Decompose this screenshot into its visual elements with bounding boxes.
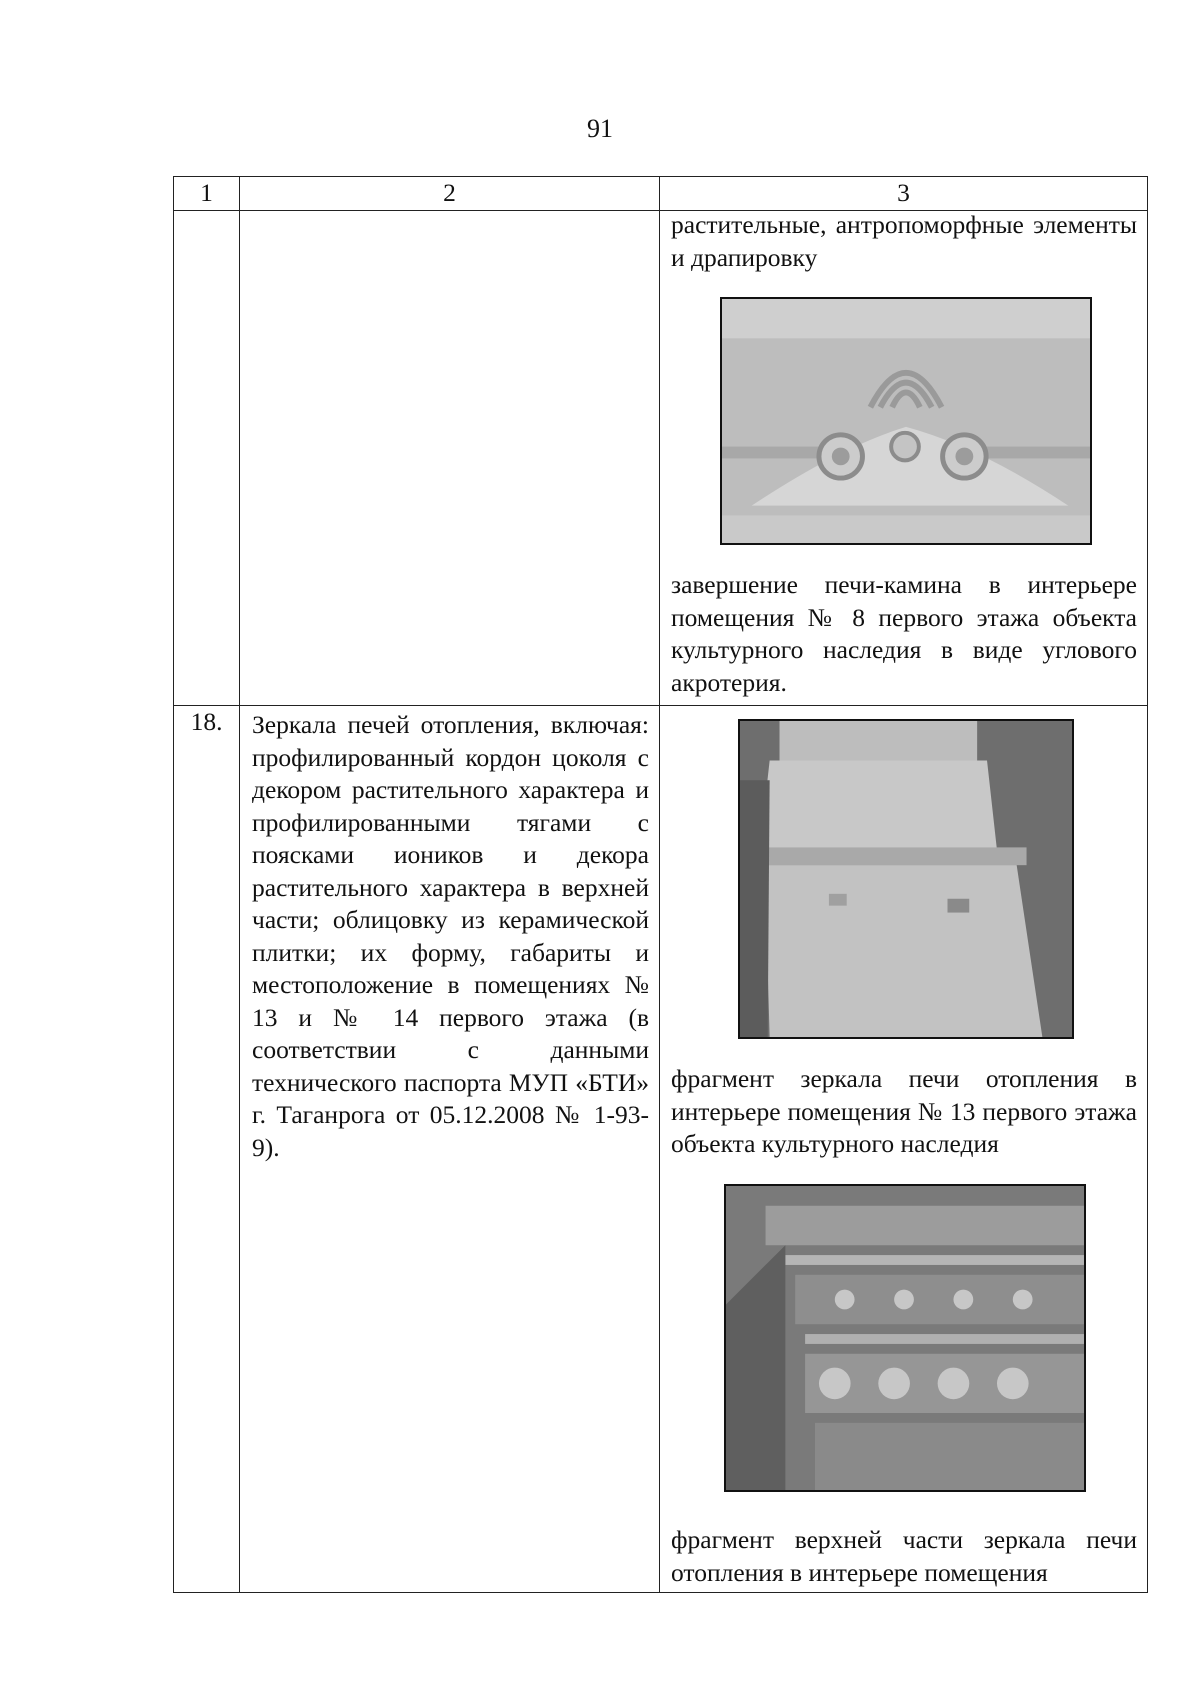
header-col-2: 2 xyxy=(240,177,660,211)
header-col-3: 3 xyxy=(660,177,1148,211)
stove-mirror-photo xyxy=(738,719,1074,1039)
table-row xyxy=(174,211,1148,706)
stove-cornice-photo xyxy=(724,1184,1086,1492)
row-number xyxy=(174,211,240,706)
photo-caption: фрагмент зеркала печи отопления в интерьере помещения № 13 первого этажа объекта культурного наследия xyxy=(671,1064,1137,1158)
heritage-elements-table xyxy=(173,176,1148,1593)
table-header-row xyxy=(174,177,1148,211)
row-description xyxy=(240,211,660,706)
continued-text: растительные, антропоморфные элементы и драпировку xyxy=(671,210,1137,272)
page-number: 91 xyxy=(587,114,613,143)
header-col-1: 1 xyxy=(174,177,240,211)
photo-caption: завершение печи-камина в интерьере помещения № 8 первого этажа объекта культурного наследия в виде углового акротерия. xyxy=(671,570,1137,697)
table-row xyxy=(174,706,1148,1593)
row-number: 18. xyxy=(174,706,240,1593)
row-illustrations xyxy=(660,706,1148,1593)
akroterion-photo xyxy=(720,297,1092,545)
photo-caption: фрагмент верхней части зеркала печи отопления в интерьере помещения xyxy=(671,1525,1137,1587)
row-illustrations xyxy=(660,211,1148,706)
row-description: Зеркала печей отопления, включая: профилированный кордон цоколя с декором растительного характера и профилированными тягами с поясками иоников и декора растительного характера в верхней части; облицовку из керамической плитки; их форму, габариты и местоположение в помещениях № 13 и № 14 первого этажа (в соответствии с данными технического паспорта МУП «БТИ» г. Таганрога от 05.12.2008 № 1-93-9). xyxy=(240,706,660,1593)
